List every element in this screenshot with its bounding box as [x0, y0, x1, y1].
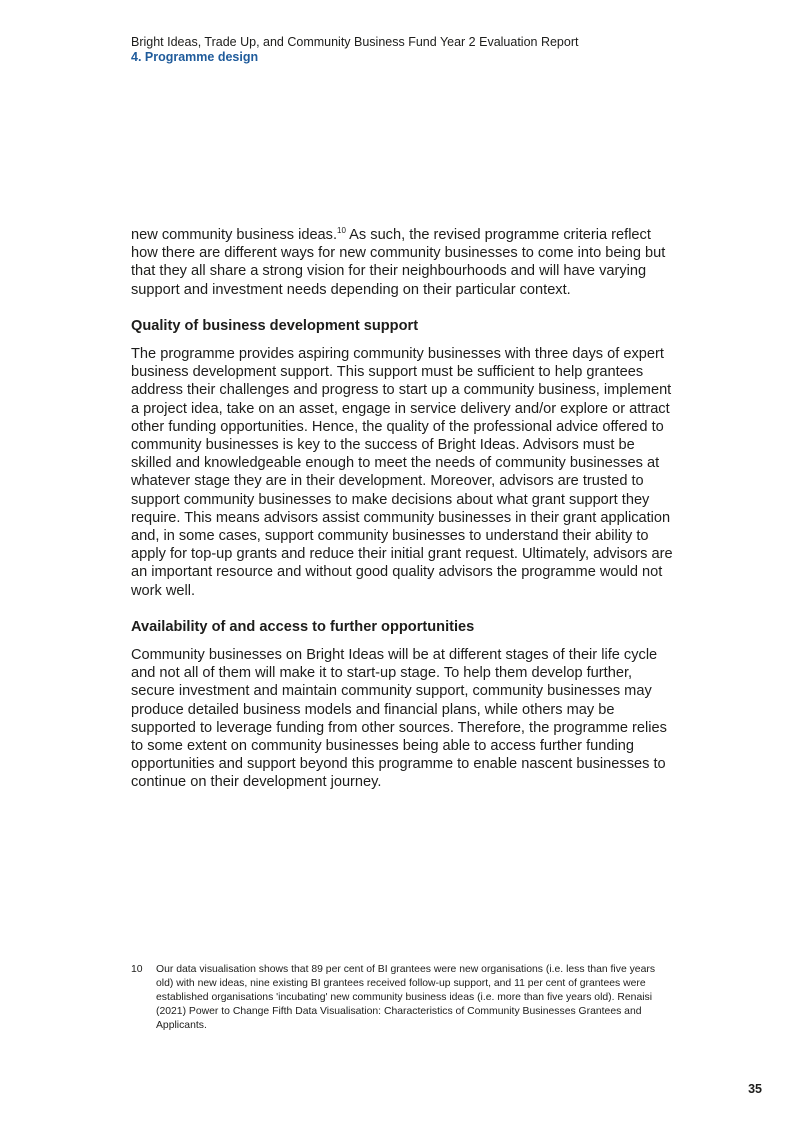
intro-text-start: new community business ideas.: [131, 227, 338, 243]
main-content: [131, 226, 676, 792]
report-title: Bright Ideas, Trade Up, and Community Business Fund Year 2 Evaluation Report: [131, 35, 579, 49]
intro-text-end: As such, the revised programme criteria reflect how there are different ways for new community businesses to come into being but that they all share a strong vision for their neighbourhoods and will have varying support and investment needs depending on their particular context.: [131, 227, 666, 298]
footnote: [131, 963, 671, 1033]
paragraph-further-opportunities: Community businesses on Bright Ideas will be at different stages of their life cycle and not all of them will make it to start-up stage. To help them develop further, secure investment and maintain community support, community businesses may produce detailed business models and financial plans, while others may be supported to leverage funding from other sources. Therefore, the programme relies to some extent on community businesses being able to access further funding opportunities and support beyond this programme to enable nascent businesses to continue on their development journey.: [131, 647, 667, 791]
heading-quality-support: Quality of business development support: [131, 317, 419, 334]
intro-paragraph: [131, 226, 676, 299]
page-number: 35: [748, 1082, 762, 1096]
running-header: [131, 35, 691, 65]
footnote-text: Our data visualisation shows that 89 per cent of BI grantees were new organisations (i.e. less than five years old) with new ideas, nine existing BI grantees received follow-up support, and 11 per cent of grantees were established organisations 'incubating' new community business ideas (i.e. more than five years old). Renaisi (2021) Power to Change Fifth Data Visualisation: Characteristics of Community Businesses Grantees and Applicants.: [156, 964, 656, 1031]
heading-further-opportunities: Availability of and access to further opportunities: [131, 618, 475, 635]
footnote-reference[interactable]: 10: [337, 226, 346, 235]
footnote-number: 10: [131, 964, 143, 975]
paragraph-quality-support: The programme provides aspiring community businesses with three days of expert business development support. This support must be sufficient to help grantees address their challenges and progress to start up a community business, implement a project idea, take on an asset, engage in service delivery and/or explore or attract other funding opportunities. Hence, the quality of the professional advice offered to community businesses is key to the success of Bright Ideas. Advisors must be skilled and knowledgeable enough to meet the needs of community businesses at whatever stage they are in their development. Moreover, advisors are trusted to support community businesses to make decisions about what grant support they require. This means advisors assist community businesses in their grant application and, in some cases, support community businesses to understand their ability to apply for top-up grants and reduce their initial grant request. Ultimately, advisors are an important resource and without good quality advisors the programme would not work well.: [131, 346, 673, 599]
section-title: 4. Programme design: [131, 50, 259, 64]
